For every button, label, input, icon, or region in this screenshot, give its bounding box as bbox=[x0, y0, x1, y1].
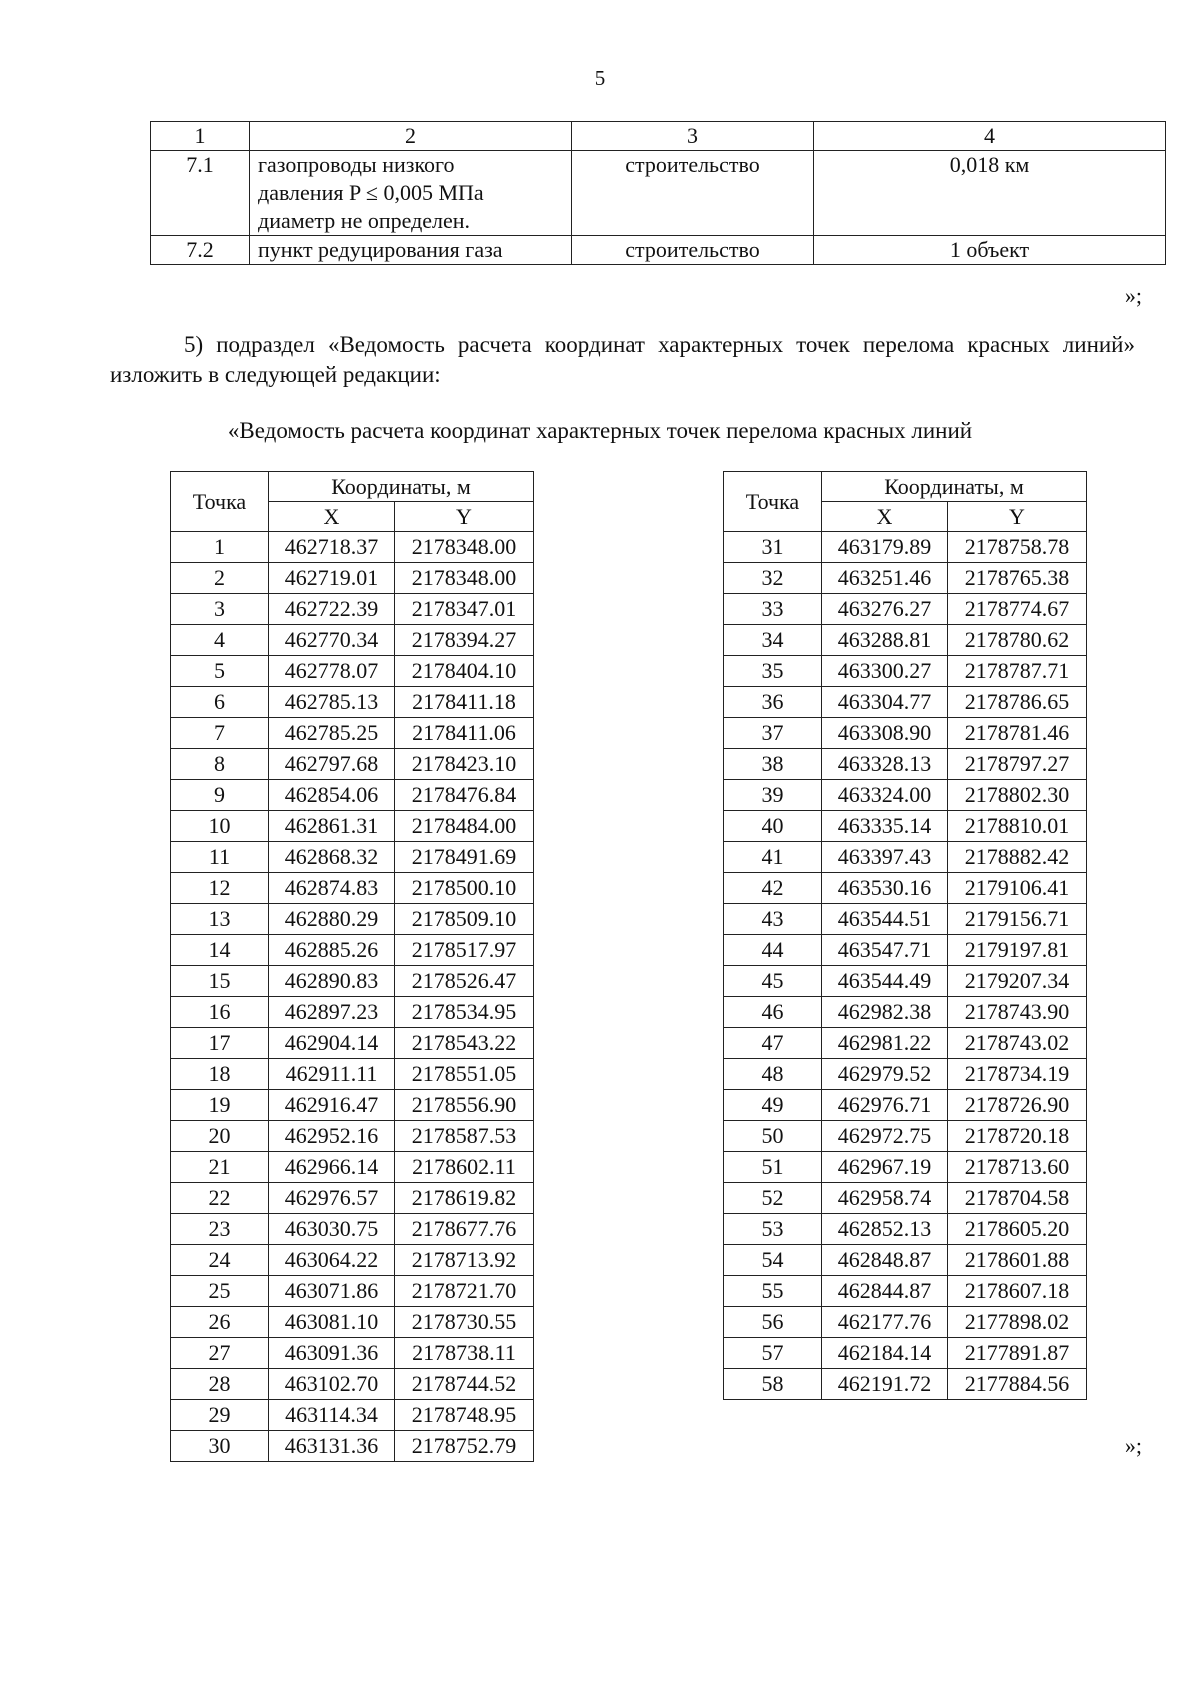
y-header: Y bbox=[395, 502, 534, 532]
point-number: 58 bbox=[724, 1369, 822, 1400]
table-row bbox=[724, 997, 1087, 1028]
coordinates-left-body bbox=[171, 532, 534, 1462]
coord-x: 463071.86 bbox=[269, 1276, 395, 1307]
coord-x: 463308.90 bbox=[822, 718, 948, 749]
coord-x: 462844.87 bbox=[822, 1276, 948, 1307]
table-row bbox=[171, 1431, 534, 1462]
table-row bbox=[171, 966, 534, 997]
point-number: 49 bbox=[724, 1090, 822, 1121]
point-number: 36 bbox=[724, 687, 822, 718]
point-number: 16 bbox=[171, 997, 269, 1028]
point-number: 56 bbox=[724, 1307, 822, 1338]
coord-y: 2178602.11 bbox=[395, 1152, 534, 1183]
point-number: 54 bbox=[724, 1245, 822, 1276]
table-row bbox=[171, 749, 534, 780]
coord-x: 462778.07 bbox=[269, 656, 395, 687]
coord-y: 2178748.95 bbox=[395, 1400, 534, 1431]
header-col-2: 2 bbox=[250, 122, 572, 151]
statement-title: «Ведомость расчета координат характерных точек перелома красных линий bbox=[227, 418, 973, 443]
coord-x: 463102.70 bbox=[269, 1369, 395, 1400]
table-row bbox=[171, 687, 534, 718]
coord-x: 462770.34 bbox=[269, 625, 395, 656]
coord-x: 462981.22 bbox=[822, 1028, 948, 1059]
point-number: 29 bbox=[171, 1400, 269, 1431]
coord-y: 2178394.27 bbox=[395, 625, 534, 656]
point-number: 22 bbox=[171, 1183, 269, 1214]
row-type: строительство bbox=[572, 151, 814, 236]
table-row bbox=[171, 718, 534, 749]
table-row bbox=[724, 1121, 1087, 1152]
table-row bbox=[171, 1369, 534, 1400]
coord-x: 463131.36 bbox=[269, 1431, 395, 1462]
table-row bbox=[171, 1090, 534, 1121]
coord-x: 462861.31 bbox=[269, 811, 395, 842]
coord-x: 462852.13 bbox=[822, 1214, 948, 1245]
point-number: 32 bbox=[724, 563, 822, 594]
table-row bbox=[171, 625, 534, 656]
coord-x: 462722.39 bbox=[269, 594, 395, 625]
point-number: 43 bbox=[724, 904, 822, 935]
table-row bbox=[171, 1028, 534, 1059]
table-row bbox=[724, 594, 1087, 625]
table-row bbox=[171, 1276, 534, 1307]
table-row bbox=[171, 1338, 534, 1369]
table-row bbox=[724, 563, 1087, 594]
coord-y: 2178491.69 bbox=[395, 842, 534, 873]
coordinates-table-left bbox=[170, 471, 534, 1462]
coord-x: 462719.01 bbox=[269, 563, 395, 594]
coord-y: 2178781.46 bbox=[948, 718, 1087, 749]
table-row bbox=[171, 656, 534, 687]
point-number: 41 bbox=[724, 842, 822, 873]
coord-x: 463335.14 bbox=[822, 811, 948, 842]
point-number: 52 bbox=[724, 1183, 822, 1214]
point-number: 37 bbox=[724, 718, 822, 749]
point-number: 7 bbox=[171, 718, 269, 749]
header-col-1: 1 bbox=[151, 122, 250, 151]
point-number: 3 bbox=[171, 594, 269, 625]
coord-y: 2178810.01 bbox=[948, 811, 1087, 842]
coord-y: 2178787.71 bbox=[948, 656, 1087, 687]
coord-x: 462890.83 bbox=[269, 966, 395, 997]
coord-x: 463251.46 bbox=[822, 563, 948, 594]
point-number: 38 bbox=[724, 749, 822, 780]
amendment-paragraph: 5) подраздел «Ведомость расчета координат характерных точек перелома красных линий» изложить в следующей редакции: bbox=[110, 332, 1135, 387]
coord-y: 2178738.11 bbox=[395, 1338, 534, 1369]
coord-x: 462854.06 bbox=[269, 780, 395, 811]
coord-y: 2178411.06 bbox=[395, 718, 534, 749]
coord-x: 463530.16 bbox=[822, 873, 948, 904]
table-row bbox=[724, 625, 1087, 656]
coord-y: 2178601.88 bbox=[948, 1245, 1087, 1276]
table-row bbox=[171, 594, 534, 625]
coord-x: 462797.68 bbox=[269, 749, 395, 780]
row-name-line: газопроводы низкого bbox=[258, 152, 455, 177]
coord-x: 462785.25 bbox=[269, 718, 395, 749]
coord-y: 2178774.67 bbox=[948, 594, 1087, 625]
table-row bbox=[151, 151, 1166, 236]
point-number: 11 bbox=[171, 842, 269, 873]
point-number: 39 bbox=[724, 780, 822, 811]
coord-y: 2178348.00 bbox=[395, 532, 534, 563]
coord-x: 462177.76 bbox=[822, 1307, 948, 1338]
coord-y: 2178517.97 bbox=[395, 935, 534, 966]
coord-y: 2178758.78 bbox=[948, 532, 1087, 563]
row-type: строительство bbox=[572, 236, 814, 265]
x-header: X bbox=[269, 502, 395, 532]
row-number: 7.2 bbox=[151, 236, 250, 265]
point-number: 33 bbox=[724, 594, 822, 625]
coord-y: 2179106.41 bbox=[948, 873, 1087, 904]
table-row bbox=[724, 842, 1087, 873]
coord-y: 2178543.22 bbox=[395, 1028, 534, 1059]
table-row bbox=[724, 749, 1087, 780]
table-row bbox=[171, 811, 534, 842]
coord-y: 2178404.10 bbox=[395, 656, 534, 687]
row-name: пункт редуцирования газа bbox=[250, 236, 572, 265]
point-number: 30 bbox=[171, 1431, 269, 1462]
table-row bbox=[171, 842, 534, 873]
point-number: 9 bbox=[171, 780, 269, 811]
coord-y: 2178730.55 bbox=[395, 1307, 534, 1338]
point-number: 5 bbox=[171, 656, 269, 687]
point-header: Точка bbox=[724, 472, 822, 532]
table-row bbox=[724, 1152, 1087, 1183]
point-number: 35 bbox=[724, 656, 822, 687]
point-number: 34 bbox=[724, 625, 822, 656]
coord-x: 462976.57 bbox=[269, 1183, 395, 1214]
table-row bbox=[724, 780, 1087, 811]
table-row bbox=[724, 873, 1087, 904]
coord-y: 2178780.62 bbox=[948, 625, 1087, 656]
table-row bbox=[724, 687, 1087, 718]
coord-x: 462868.32 bbox=[269, 842, 395, 873]
row-value: 0,018 км bbox=[814, 151, 1166, 236]
coord-y: 2178720.18 bbox=[948, 1121, 1087, 1152]
coord-y: 2178882.42 bbox=[948, 842, 1087, 873]
table-row bbox=[171, 1059, 534, 1090]
table-row bbox=[724, 1307, 1087, 1338]
coord-x: 462897.23 bbox=[269, 997, 395, 1028]
coord-y: 2179207.34 bbox=[948, 966, 1087, 997]
table-row bbox=[151, 236, 1166, 265]
table-row bbox=[724, 966, 1087, 997]
coord-x: 463030.75 bbox=[269, 1214, 395, 1245]
coord-x: 462972.75 bbox=[822, 1121, 948, 1152]
coord-x: 462916.47 bbox=[269, 1090, 395, 1121]
point-number: 12 bbox=[171, 873, 269, 904]
coord-y: 2178677.76 bbox=[395, 1214, 534, 1245]
table-row bbox=[171, 1245, 534, 1276]
coord-x: 462911.11 bbox=[269, 1059, 395, 1090]
point-number: 20 bbox=[171, 1121, 269, 1152]
coord-y: 2178797.27 bbox=[948, 749, 1087, 780]
coord-y: 2177898.02 bbox=[948, 1307, 1087, 1338]
table-row bbox=[171, 935, 534, 966]
coord-x: 463544.51 bbox=[822, 904, 948, 935]
header-col-3: 3 bbox=[572, 122, 814, 151]
table-row bbox=[724, 904, 1087, 935]
coords-header: Координаты, м bbox=[269, 472, 534, 502]
coord-y: 2178744.52 bbox=[395, 1369, 534, 1400]
coord-y: 2178534.95 bbox=[395, 997, 534, 1028]
coords-header: Координаты, м bbox=[822, 472, 1087, 502]
y-header: Y bbox=[948, 502, 1087, 532]
coord-x: 462982.38 bbox=[822, 997, 948, 1028]
table-row bbox=[171, 1183, 534, 1214]
coord-x: 462952.16 bbox=[269, 1121, 395, 1152]
coord-y: 2178411.18 bbox=[395, 687, 534, 718]
point-number: 53 bbox=[724, 1214, 822, 1245]
coord-x: 463324.00 bbox=[822, 780, 948, 811]
coord-x: 463288.81 bbox=[822, 625, 948, 656]
table-row bbox=[171, 873, 534, 904]
coord-y: 2178476.84 bbox=[395, 780, 534, 811]
coord-x: 462967.19 bbox=[822, 1152, 948, 1183]
coord-y: 2178556.90 bbox=[395, 1090, 534, 1121]
point-number: 46 bbox=[724, 997, 822, 1028]
row-number: 7.1 bbox=[151, 151, 250, 236]
table-row bbox=[171, 1121, 534, 1152]
table-row bbox=[171, 904, 534, 935]
coord-x: 462874.83 bbox=[269, 873, 395, 904]
objects-table-header bbox=[151, 122, 1166, 151]
coord-x: 462785.13 bbox=[269, 687, 395, 718]
coord-y: 2178704.58 bbox=[948, 1183, 1087, 1214]
row-name bbox=[250, 151, 572, 236]
point-number: 44 bbox=[724, 935, 822, 966]
point-number: 57 bbox=[724, 1338, 822, 1369]
coord-y: 2177891.87 bbox=[948, 1338, 1087, 1369]
coord-x: 462976.71 bbox=[822, 1090, 948, 1121]
coord-y: 2178484.00 bbox=[395, 811, 534, 842]
coord-x: 463081.10 bbox=[269, 1307, 395, 1338]
coord-y: 2178721.70 bbox=[395, 1276, 534, 1307]
point-number: 42 bbox=[724, 873, 822, 904]
point-number: 48 bbox=[724, 1059, 822, 1090]
coord-y: 2178587.53 bbox=[395, 1121, 534, 1152]
objects-table bbox=[150, 121, 1166, 265]
table-row bbox=[724, 1369, 1087, 1400]
coord-x: 462979.52 bbox=[822, 1059, 948, 1090]
coord-y: 2178607.18 bbox=[948, 1276, 1087, 1307]
coord-x: 463304.77 bbox=[822, 687, 948, 718]
coord-y: 2178509.10 bbox=[395, 904, 534, 935]
point-number: 1 bbox=[171, 532, 269, 563]
coord-y: 2178713.60 bbox=[948, 1152, 1087, 1183]
table-row bbox=[724, 1028, 1087, 1059]
coord-y: 2178802.30 bbox=[948, 780, 1087, 811]
coord-x: 463114.34 bbox=[269, 1400, 395, 1431]
point-number: 14 bbox=[171, 935, 269, 966]
point-number: 19 bbox=[171, 1090, 269, 1121]
coord-x: 463064.22 bbox=[269, 1245, 395, 1276]
point-number: 50 bbox=[724, 1121, 822, 1152]
coord-y: 2178743.90 bbox=[948, 997, 1087, 1028]
coord-y: 2178734.19 bbox=[948, 1059, 1087, 1090]
point-number: 55 bbox=[724, 1276, 822, 1307]
coordinates-table-right bbox=[723, 471, 1087, 1400]
point-number: 27 bbox=[171, 1338, 269, 1369]
point-number: 18 bbox=[171, 1059, 269, 1090]
coord-y: 2178752.79 bbox=[395, 1431, 534, 1462]
x-header: X bbox=[822, 502, 948, 532]
coord-x: 462966.14 bbox=[269, 1152, 395, 1183]
point-number: 28 bbox=[171, 1369, 269, 1400]
coord-y: 2178619.82 bbox=[395, 1183, 534, 1214]
closing-quote: »; bbox=[1124, 283, 1142, 308]
table-row bbox=[724, 1214, 1087, 1245]
coord-x: 463276.27 bbox=[822, 594, 948, 625]
coord-y: 2178347.01 bbox=[395, 594, 534, 625]
coord-x: 463091.36 bbox=[269, 1338, 395, 1369]
table-row bbox=[171, 997, 534, 1028]
point-number: 8 bbox=[171, 749, 269, 780]
point-number: 2 bbox=[171, 563, 269, 594]
point-number: 24 bbox=[171, 1245, 269, 1276]
coord-y: 2178743.02 bbox=[948, 1028, 1087, 1059]
table-row bbox=[724, 935, 1087, 966]
row-name-line: диаметр не определен. bbox=[258, 208, 471, 233]
coord-x: 462184.14 bbox=[822, 1338, 948, 1369]
coord-x: 463397.43 bbox=[822, 842, 948, 873]
table-row bbox=[171, 563, 534, 594]
point-number: 45 bbox=[724, 966, 822, 997]
table-row bbox=[724, 1059, 1087, 1090]
table-row bbox=[724, 656, 1087, 687]
coord-x: 462848.87 bbox=[822, 1245, 948, 1276]
header-col-4: 4 bbox=[814, 122, 1166, 151]
table-row bbox=[724, 718, 1087, 749]
coord-y: 2178348.00 bbox=[395, 563, 534, 594]
table-row bbox=[724, 1090, 1087, 1121]
table-row bbox=[724, 1276, 1087, 1307]
table-row bbox=[171, 532, 534, 563]
point-header: Точка bbox=[171, 472, 269, 532]
row-value: 1 объект bbox=[814, 236, 1166, 265]
closing-quote-2: »; bbox=[1124, 1433, 1142, 1458]
coord-y: 2178500.10 bbox=[395, 873, 534, 904]
table-row bbox=[171, 1152, 534, 1183]
coord-y: 2178786.65 bbox=[948, 687, 1087, 718]
coord-y: 2178526.47 bbox=[395, 966, 534, 997]
coord-x: 462958.74 bbox=[822, 1183, 948, 1214]
coord-x: 462191.72 bbox=[822, 1369, 948, 1400]
point-number: 23 bbox=[171, 1214, 269, 1245]
point-number: 21 bbox=[171, 1152, 269, 1183]
table-row bbox=[171, 1400, 534, 1431]
row-name-line: давления P ≤ 0,005 МПа bbox=[258, 180, 484, 205]
table-row bbox=[724, 1183, 1087, 1214]
point-number: 15 bbox=[171, 966, 269, 997]
coord-x: 463547.71 bbox=[822, 935, 948, 966]
point-number: 40 bbox=[724, 811, 822, 842]
coord-x: 462880.29 bbox=[269, 904, 395, 935]
coord-y: 2179197.81 bbox=[948, 935, 1087, 966]
point-number: 26 bbox=[171, 1307, 269, 1338]
table-row bbox=[724, 1338, 1087, 1369]
coord-x: 462904.14 bbox=[269, 1028, 395, 1059]
coord-x: 463328.13 bbox=[822, 749, 948, 780]
point-number: 25 bbox=[171, 1276, 269, 1307]
point-number: 31 bbox=[724, 532, 822, 563]
point-number: 17 bbox=[171, 1028, 269, 1059]
table-row bbox=[171, 1214, 534, 1245]
coord-y: 2178423.10 bbox=[395, 749, 534, 780]
coord-x: 463179.89 bbox=[822, 532, 948, 563]
point-number: 47 bbox=[724, 1028, 822, 1059]
coordinates-right-body bbox=[724, 532, 1087, 1400]
table-row bbox=[724, 532, 1087, 563]
coord-y: 2178726.90 bbox=[948, 1090, 1087, 1121]
coord-y: 2177884.56 bbox=[948, 1369, 1087, 1400]
table-row bbox=[724, 1245, 1087, 1276]
table-row bbox=[171, 1307, 534, 1338]
point-number: 10 bbox=[171, 811, 269, 842]
coord-y: 2178765.38 bbox=[948, 563, 1087, 594]
coord-x: 463300.27 bbox=[822, 656, 948, 687]
point-number: 13 bbox=[171, 904, 269, 935]
table-row bbox=[724, 811, 1087, 842]
coord-x: 462885.26 bbox=[269, 935, 395, 966]
coord-y: 2178605.20 bbox=[948, 1214, 1087, 1245]
point-number: 6 bbox=[171, 687, 269, 718]
coord-y: 2178713.92 bbox=[395, 1245, 534, 1276]
coord-y: 2179156.71 bbox=[948, 904, 1087, 935]
coord-x: 462718.37 bbox=[269, 532, 395, 563]
point-number: 51 bbox=[724, 1152, 822, 1183]
page-number: 5 bbox=[594, 66, 606, 90]
coord-x: 463544.49 bbox=[822, 966, 948, 997]
point-number: 4 bbox=[171, 625, 269, 656]
coord-y: 2178551.05 bbox=[395, 1059, 534, 1090]
table-row bbox=[171, 780, 534, 811]
